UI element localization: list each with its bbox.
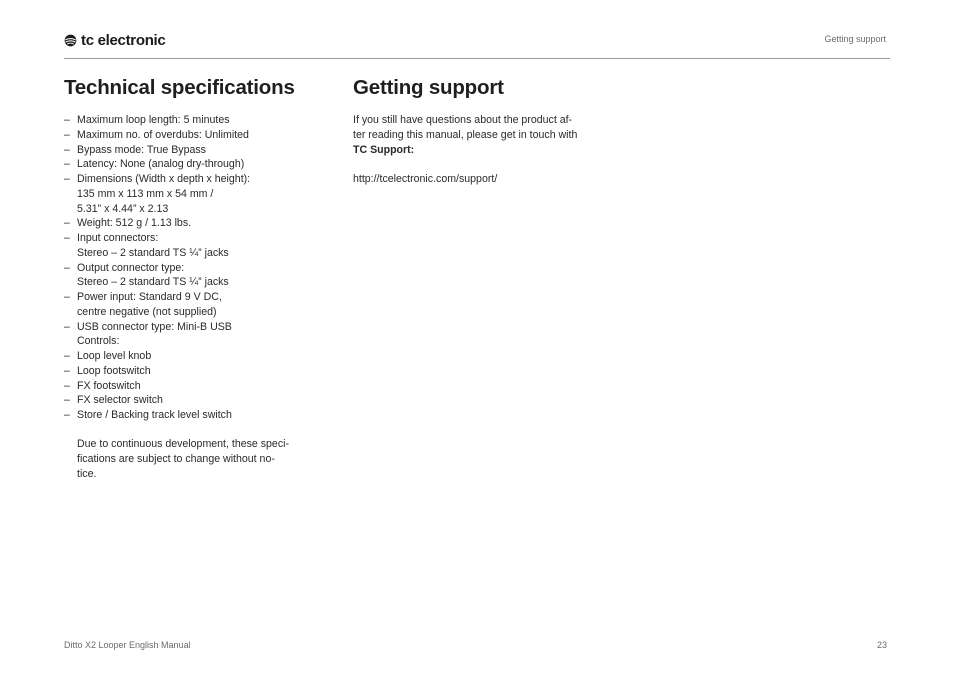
specs-heading: Technical specifications: [64, 76, 295, 99]
support-heading: Getting support: [353, 76, 504, 99]
spec-item: [64, 408, 324, 423]
spec-text: Power input: Standard 9 V DC,: [77, 291, 222, 303]
header-divider: [64, 58, 890, 59]
spec-item: [64, 320, 324, 335]
spec-item: [64, 290, 324, 305]
spec-item: [64, 187, 324, 202]
spec-dash: –: [64, 379, 70, 392]
spec-text: Maximum loop length: 5 minutes: [77, 114, 230, 126]
support-url-link[interactable]: http://tcelectronic.com/support/: [353, 173, 498, 185]
note-line: Due to continuous development, these speci-: [77, 438, 290, 450]
spec-text: USB connector type: Mini-B USB: [77, 320, 232, 333]
spec-text: Bypass mode: True Bypass: [77, 143, 206, 156]
tc-globe-icon: [64, 34, 77, 47]
spec-text: Output connector type:: [77, 261, 185, 274]
spec-dash: –: [64, 261, 70, 274]
spec-text: Loop level knob: [77, 350, 152, 362]
footer-page-number: 23: [876, 640, 887, 650]
spec-dash: –: [64, 409, 70, 421]
spec-dash: –: [64, 158, 70, 171]
spec-item: [64, 334, 324, 349]
spec-text: 5.31” x 4.44” x 2.13: [77, 202, 169, 215]
spec-dash: –: [64, 173, 70, 185]
support-line-1: If you still have questions about the product af-: [353, 114, 573, 126]
spec-text: FX footswitch: [77, 379, 141, 392]
spec-item: [64, 128, 324, 143]
support-contact-label: TC Support:: [353, 143, 415, 156]
spec-dash: –: [64, 394, 70, 407]
spec-dash: –: [64, 232, 70, 244]
spec-text: Controls:: [77, 335, 120, 348]
page-header: [64, 30, 890, 50]
spec-item: [64, 231, 324, 246]
spec-dash: –: [64, 291, 70, 303]
spec-item: [64, 172, 324, 187]
spec-text: Weight: 512 g / 1.13 lbs.: [77, 217, 192, 230]
tc-electronic-logo: [64, 30, 165, 50]
spec-item: [64, 113, 324, 128]
spec-text: FX selector switch: [77, 394, 163, 407]
spec-item: [64, 202, 324, 217]
specs-note: [77, 437, 322, 481]
spec-text: Latency: None (analog dry-through): [77, 158, 245, 171]
spec-item: [64, 305, 324, 320]
section-name: Getting support: [824, 34, 886, 44]
spec-item: [64, 349, 324, 364]
spec-dash: –: [64, 128, 70, 141]
spec-text: Store / Backing track level switch: [77, 409, 232, 421]
spec-text: Stereo – 2 standard TS ¼” jacks: [77, 276, 229, 289]
spec-text: Maximum no. of overdubs: Unlimited: [77, 128, 249, 141]
support-paragraph: [353, 113, 608, 157]
spec-dash: –: [64, 364, 70, 377]
note-line: tice.: [77, 467, 97, 480]
spec-item: [64, 275, 324, 290]
spec-text: Dimensions (Width x depth x height):: [77, 173, 251, 185]
support-line-2: ter reading this manual, please get in touch with: [353, 128, 578, 141]
spec-dash: –: [64, 143, 70, 156]
spec-item: [64, 246, 324, 261]
spec-dash: –: [64, 114, 70, 126]
spec-dash: –: [64, 350, 70, 362]
spec-item: [64, 216, 324, 231]
note-line: fications are subject to change without no-: [77, 452, 275, 465]
spec-text: Loop footswitch: [77, 364, 151, 377]
spec-dash: –: [64, 320, 70, 333]
footer-doc-title: Ditto X2 Looper English Manual: [64, 640, 191, 650]
spec-item: [64, 393, 324, 408]
spec-item: [64, 364, 324, 379]
logo-wordmark: tc electronic: [81, 31, 166, 49]
spec-text: 135 mm x 113 mm x 54 mm /: [77, 187, 214, 200]
spec-text: Stereo – 2 standard TS ¼” jacks: [77, 246, 229, 259]
spec-item: [64, 261, 324, 276]
spec-text: Input connectors:: [77, 232, 159, 244]
spec-item: [64, 379, 324, 394]
spec-item: [64, 143, 324, 158]
specs-list: [64, 113, 324, 423]
spec-item: [64, 157, 324, 172]
spec-dash: –: [64, 217, 70, 230]
spec-text: centre negative (not supplied): [77, 305, 217, 318]
